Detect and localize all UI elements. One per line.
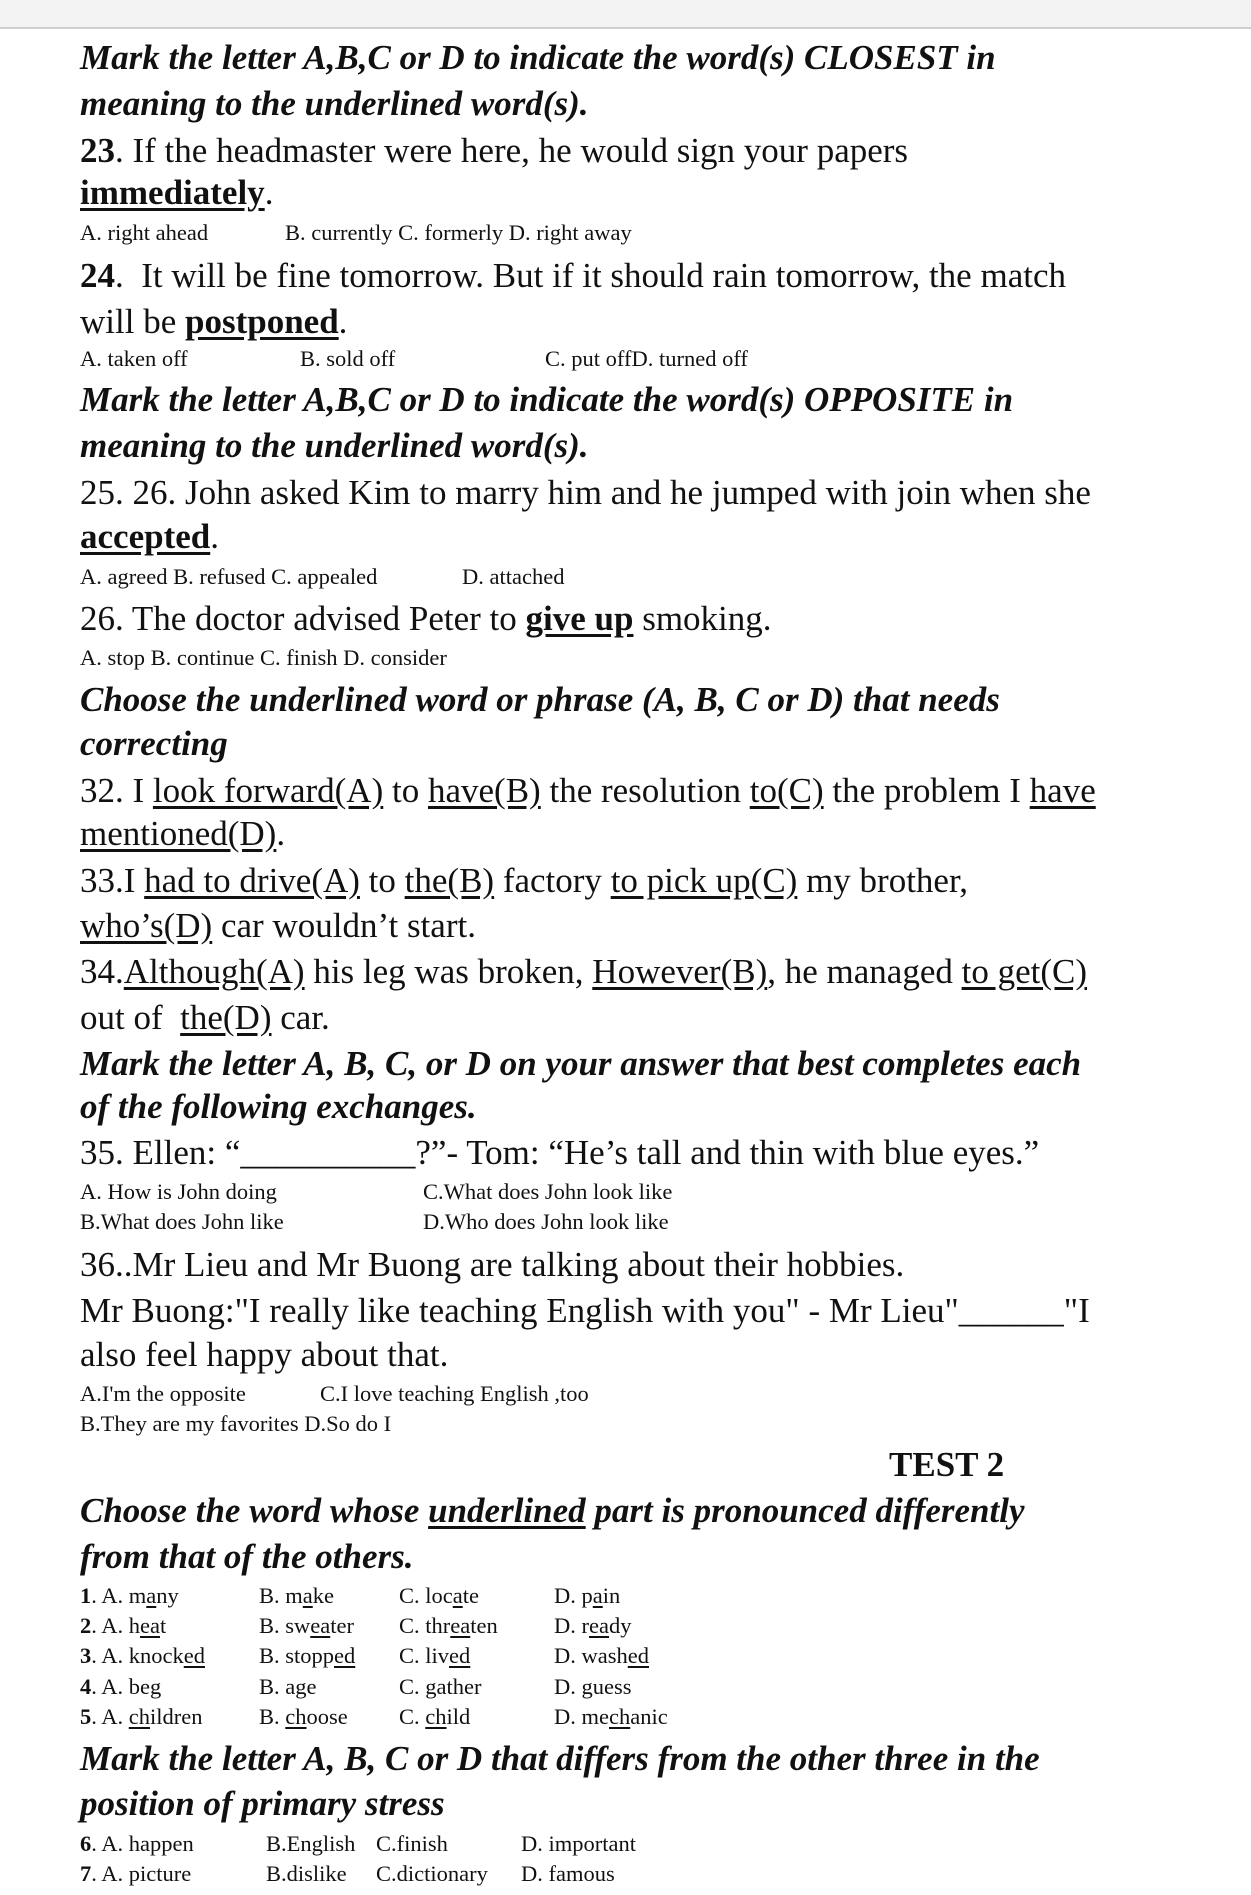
text-segment: out of (80, 998, 181, 1037)
text-segment: 7 (80, 1861, 92, 1886)
text-segment: ter (330, 1613, 354, 1638)
text-segment: ild (446, 1704, 471, 1729)
line-text (80, 1537, 414, 1576)
text-segment: D. wash (554, 1643, 628, 1668)
option-choice (80, 1178, 277, 1206)
text-segment: TEST 2 (889, 1445, 1005, 1484)
text-segment: 4 (80, 1674, 92, 1699)
underlined-text: However(B) (592, 952, 768, 991)
text-segment: D.Who does John look like (423, 1209, 669, 1234)
text-segment: to (359, 861, 405, 900)
text-segment: D. attached (462, 564, 565, 589)
text-segment: A. stop B. continue C. finish D. consider (80, 645, 447, 670)
option-choice (545, 345, 748, 373)
question-line (80, 300, 347, 344)
text-segment: . (264, 173, 274, 212)
text-segment: position of primary stress (80, 1784, 445, 1823)
section-instruction (80, 1042, 1081, 1086)
text-segment: Mark the letter A, B, C or D that differs from the other three in the (80, 1739, 1040, 1778)
text-segment: 5 (80, 1704, 92, 1729)
line-text (80, 814, 285, 853)
text-segment: te (462, 1583, 479, 1608)
text-segment: from that of the others. (80, 1537, 414, 1576)
text-segment: D. r (554, 1613, 589, 1638)
underlined-text: ed (449, 1643, 471, 1668)
underlined-text: have (1029, 771, 1096, 810)
section-instruction (80, 1782, 445, 1826)
option-choice (259, 1673, 316, 1701)
question-line (80, 129, 908, 173)
answer-options (0, 1642, 1251, 1670)
text-segment: 2 (80, 1613, 92, 1638)
option-choice (80, 1380, 246, 1408)
underlined-text: Although(A) (123, 952, 305, 991)
question-line (80, 515, 219, 559)
text-segment: 25. 26. John asked Kim to marry him and he jumped with join when she (80, 473, 1091, 512)
viewer-top-bar (0, 0, 1251, 29)
text-segment: part is pronounced differently (585, 1491, 1025, 1530)
text-segment: C. loc (399, 1583, 453, 1608)
underlined-text: ea (589, 1613, 609, 1638)
option-choice (462, 563, 564, 591)
text-segment: 26. The doctor advised Peter to (80, 599, 526, 638)
text-segment: dy (608, 1613, 632, 1638)
section-instruction (80, 1535, 414, 1579)
option-choice (399, 1642, 470, 1670)
option-choice (376, 1830, 448, 1858)
option-choice (80, 1703, 203, 1731)
text-segment: . A. m (91, 1583, 147, 1608)
underlined-text: a (302, 1583, 313, 1608)
underlined-text: the(D) (180, 998, 272, 1037)
line-text (80, 517, 219, 556)
text-segment: A. agreed B. refused C. appealed (80, 564, 378, 589)
option-choice (80, 1410, 391, 1438)
option-choice (521, 1860, 615, 1888)
text-segment: factory (494, 861, 611, 900)
option-choice (80, 1642, 205, 1670)
text-segment: oose (306, 1704, 348, 1729)
option-choice (80, 1860, 191, 1888)
text-segment: . It will be fine tomorrow. But if it should rain tomorrow, the match (115, 256, 1066, 295)
text-segment: anic (630, 1704, 668, 1729)
option-choice (80, 1673, 161, 1701)
line-text (80, 906, 476, 945)
text-segment: to (383, 771, 428, 810)
option-choice (554, 1703, 668, 1731)
question-line (80, 1289, 1090, 1333)
option-choice (423, 1178, 672, 1206)
question-line (80, 1131, 1039, 1175)
line-text (80, 1087, 477, 1126)
text-segment: B.dislike (266, 1861, 347, 1886)
answer-options (0, 1178, 1251, 1206)
option-choice (320, 1380, 589, 1408)
text-segment: A. How is John doing (80, 1179, 277, 1204)
line-text (80, 998, 330, 1037)
text-segment: 33.I (80, 861, 145, 900)
text-segment: ny (156, 1583, 179, 1608)
text-segment: A.I'm the opposite (80, 1381, 246, 1406)
option-choice (80, 345, 188, 373)
text-segment: Choose the word whose (80, 1491, 429, 1530)
text-segment: 24 (80, 256, 115, 295)
line-text (80, 861, 968, 900)
text-segment: B.What does John like (80, 1209, 284, 1234)
section-instruction (80, 722, 228, 766)
option-choice (80, 1612, 166, 1640)
text-segment: will be (80, 302, 185, 341)
text-segment: C.What does John look like (423, 1179, 673, 1204)
text-segment: D. p (554, 1583, 593, 1608)
text-segment: C. liv (399, 1643, 450, 1668)
underlined-text: a (592, 1583, 603, 1608)
answer-options (0, 563, 1251, 591)
option-choice (399, 1673, 481, 1701)
line-text (889, 1445, 1004, 1484)
underlined-text: ed (627, 1643, 649, 1668)
line-text (80, 1291, 1090, 1330)
underlined-text: a (452, 1583, 463, 1608)
text-segment: meaning to the underlined word(s). (80, 426, 589, 465)
underlined-text: look forward(A) (152, 771, 384, 810)
text-segment: B. age (259, 1674, 317, 1699)
line-text (80, 38, 996, 77)
line-text (80, 1784, 445, 1823)
underlined-text: give up (525, 599, 634, 638)
text-segment: B.English (266, 1831, 356, 1856)
text-segment: also feel happy about that. (80, 1335, 449, 1374)
underlined-text: ea (140, 1613, 160, 1638)
question-line (80, 254, 1066, 298)
option-choice (376, 1860, 488, 1888)
option-choice (521, 1830, 636, 1858)
text-segment: 35. Ellen: “ (80, 1133, 241, 1172)
option-choice (259, 1582, 334, 1610)
text-segment: ten (470, 1613, 498, 1638)
option-choice (300, 345, 395, 373)
text-segment: the resolution (540, 771, 750, 810)
text-segment: 23 (80, 131, 115, 170)
text-segment: Choose the underlined word or phrase (A, B, C or D) that needs (80, 680, 1000, 719)
text-segment: . A. happen (91, 1831, 194, 1856)
answer-options (0, 1673, 1251, 1701)
answer-options (0, 1612, 1251, 1640)
section-instruction (80, 424, 589, 468)
underlined-text: immediately (80, 173, 265, 212)
text-segment: C. thr (399, 1613, 451, 1638)
line-text (80, 680, 1000, 719)
line-text (80, 1491, 1025, 1530)
underlined-text: had to drive(A) (144, 861, 360, 900)
text-segment: my brother, (797, 861, 968, 900)
text-segment: t (160, 1613, 167, 1638)
question-line (80, 1333, 448, 1377)
text-segment: 34. (80, 952, 124, 991)
underlined-text: ch (425, 1704, 447, 1729)
question-line (80, 769, 1096, 813)
question-line (80, 597, 772, 641)
text-segment: B. stopp (259, 1643, 335, 1668)
answer-options (0, 1380, 1251, 1408)
underlined-text: ed (334, 1643, 356, 1668)
text-segment: D. famous (521, 1861, 615, 1886)
line-text (80, 599, 772, 638)
text-segment: . A. h (91, 1613, 141, 1638)
question-line (80, 904, 476, 948)
text-segment: 6 (80, 1831, 92, 1856)
text-segment: __________ (240, 1133, 416, 1172)
underlined-text: underlined (428, 1491, 586, 1530)
option-choice (554, 1582, 620, 1610)
text-segment: . If the headmaster were here, he would sign your papers (115, 131, 909, 170)
section-instruction (80, 1737, 1040, 1781)
option-choice (423, 1208, 669, 1236)
underlined-text: ch (285, 1704, 307, 1729)
text-segment: car wouldn’t start. (212, 906, 476, 945)
line-text (80, 302, 347, 341)
underlined-text: ch (128, 1704, 151, 1729)
answer-options (0, 345, 1251, 373)
option-choice (80, 644, 447, 672)
text-segment: A. taken off (80, 346, 188, 371)
option-choice (80, 1208, 284, 1236)
line-text (80, 1044, 1081, 1083)
text-segment: D. me (554, 1704, 609, 1729)
option-choice (259, 1703, 348, 1731)
option-choice (285, 219, 632, 247)
option-choice (80, 1830, 194, 1858)
option-choice (399, 1703, 470, 1731)
text-segment: B. (259, 1704, 286, 1729)
underlined-text: ed (183, 1643, 205, 1668)
option-choice (80, 563, 377, 591)
underlined-text: ea (450, 1613, 471, 1638)
text-segment: ?”- Tom: “He’s tall and thin with blue eyes.” (415, 1133, 1040, 1172)
underlined-text: mentioned(D) (80, 814, 277, 853)
text-segment: of the following exchanges. (80, 1087, 477, 1126)
text-segment: Mr Buong:"I really like teaching English with you" - Mr Lieu"______"I (80, 1291, 1090, 1330)
answer-options (0, 1582, 1251, 1610)
line-text (80, 131, 908, 170)
text-segment: Mark the letter A, B, C, or D on your answer that best completes each (80, 1044, 1082, 1083)
section-instruction (80, 36, 996, 80)
underlined-text: to get(C) (961, 952, 1087, 991)
text-segment: . (338, 302, 348, 341)
text-segment: Mark the letter A,B,C or D to indicate the word(s) CLOSEST in (80, 38, 996, 77)
question-line (80, 812, 285, 856)
text-segment: C.I love teaching English ,too (320, 1381, 589, 1406)
line-text (80, 771, 1096, 810)
question-line (80, 471, 1091, 515)
answer-options (0, 1410, 1251, 1438)
text-segment: C. put offD. turned off (545, 346, 748, 371)
answer-options (0, 1208, 1251, 1236)
text-segment: ildren (150, 1704, 203, 1729)
underlined-text: a (146, 1583, 157, 1608)
line-text (80, 1245, 904, 1284)
line-text (80, 426, 589, 465)
section-instruction (80, 1489, 1025, 1533)
text-segment: B. m (259, 1583, 303, 1608)
option-choice (259, 1612, 354, 1640)
text-segment: car. (271, 998, 330, 1037)
text-segment: B. sold off (300, 346, 396, 371)
text-segment: 36..Mr Lieu and Mr Buong are talking about their hobbies. (80, 1245, 905, 1284)
option-choice (399, 1582, 479, 1610)
question-line (80, 171, 273, 215)
line-text (80, 724, 228, 763)
underlined-text: the(B) (404, 861, 495, 900)
text-segment: . A. beg (91, 1674, 162, 1699)
option-choice (399, 1612, 498, 1640)
line-text (80, 1133, 1039, 1172)
text-segment: . (276, 814, 286, 853)
question-line (80, 996, 330, 1040)
answer-options (0, 219, 1251, 247)
option-choice (80, 219, 208, 247)
line-text (80, 1335, 448, 1374)
underlined-text: to pick up(C) (610, 861, 798, 900)
section-instruction (80, 378, 1013, 422)
text-segment: . (210, 517, 219, 556)
line-text (80, 84, 589, 123)
text-segment: the problem I (823, 771, 1030, 810)
option-choice (554, 1642, 649, 1670)
text-segment: C. (399, 1704, 426, 1729)
text-segment: 32. I (80, 771, 153, 810)
question-line (80, 859, 968, 903)
text-segment: in (602, 1583, 621, 1608)
line-text (80, 473, 1091, 512)
underlined-text: have(B) (427, 771, 541, 810)
text-segment: B. sw (259, 1613, 311, 1638)
underlined-text: accepted (80, 517, 211, 556)
text-segment: C. gather (399, 1674, 482, 1699)
text-segment: correcting (80, 724, 228, 763)
text-segment: C.dictionary (376, 1861, 488, 1886)
line-text (80, 173, 273, 212)
option-choice (259, 1642, 355, 1670)
line-text (80, 952, 1087, 991)
answer-options (0, 1830, 1251, 1858)
text-segment: Mark the letter A,B,C or D to indicate the word(s) OPPOSITE in (80, 380, 1014, 419)
text-segment: meaning to the underlined word(s). (80, 84, 589, 123)
option-choice (80, 1582, 179, 1610)
text-segment: ke (312, 1583, 335, 1608)
underlined-text: postponed (184, 302, 339, 341)
text-segment: . A. picture (91, 1861, 192, 1886)
option-choice (266, 1830, 355, 1858)
text-segment: D. guess (554, 1674, 632, 1699)
line-text (80, 380, 1013, 419)
underlined-text: ch (609, 1704, 631, 1729)
text-segment: B.They are my favorites D.So do I (80, 1411, 392, 1436)
text-segment: . A. (91, 1704, 129, 1729)
section-instruction (80, 1085, 477, 1129)
text-segment: his leg was broken, (304, 952, 593, 991)
underlined-text: to(C) (749, 771, 824, 810)
answer-options (0, 1703, 1251, 1731)
option-choice (554, 1673, 632, 1701)
section-instruction (80, 82, 589, 126)
text-segment: A. right ahead (80, 220, 209, 245)
text-segment: 3 (80, 1643, 92, 1668)
question-line (80, 950, 1087, 994)
question-line (80, 1243, 904, 1287)
text-segment: C.finish (376, 1831, 448, 1856)
text-segment: . A. knock (91, 1643, 184, 1668)
underlined-text: ea (310, 1613, 331, 1638)
section-instruction (80, 678, 1000, 722)
answer-options (0, 1860, 1251, 1888)
underlined-text: who’s(D) (80, 906, 213, 945)
line-text (80, 1739, 1040, 1778)
text-segment: B. currently C. formerly D. right away (285, 220, 632, 245)
test-title (889, 1443, 1004, 1487)
text-segment: smoking. (633, 599, 772, 638)
text-segment: D. important (521, 1831, 636, 1856)
answer-options (0, 644, 1251, 672)
text-segment: 1 (80, 1583, 92, 1608)
option-choice (554, 1612, 631, 1640)
text-segment: , he managed (767, 952, 962, 991)
option-choice (266, 1860, 347, 1888)
line-text (80, 256, 1066, 295)
